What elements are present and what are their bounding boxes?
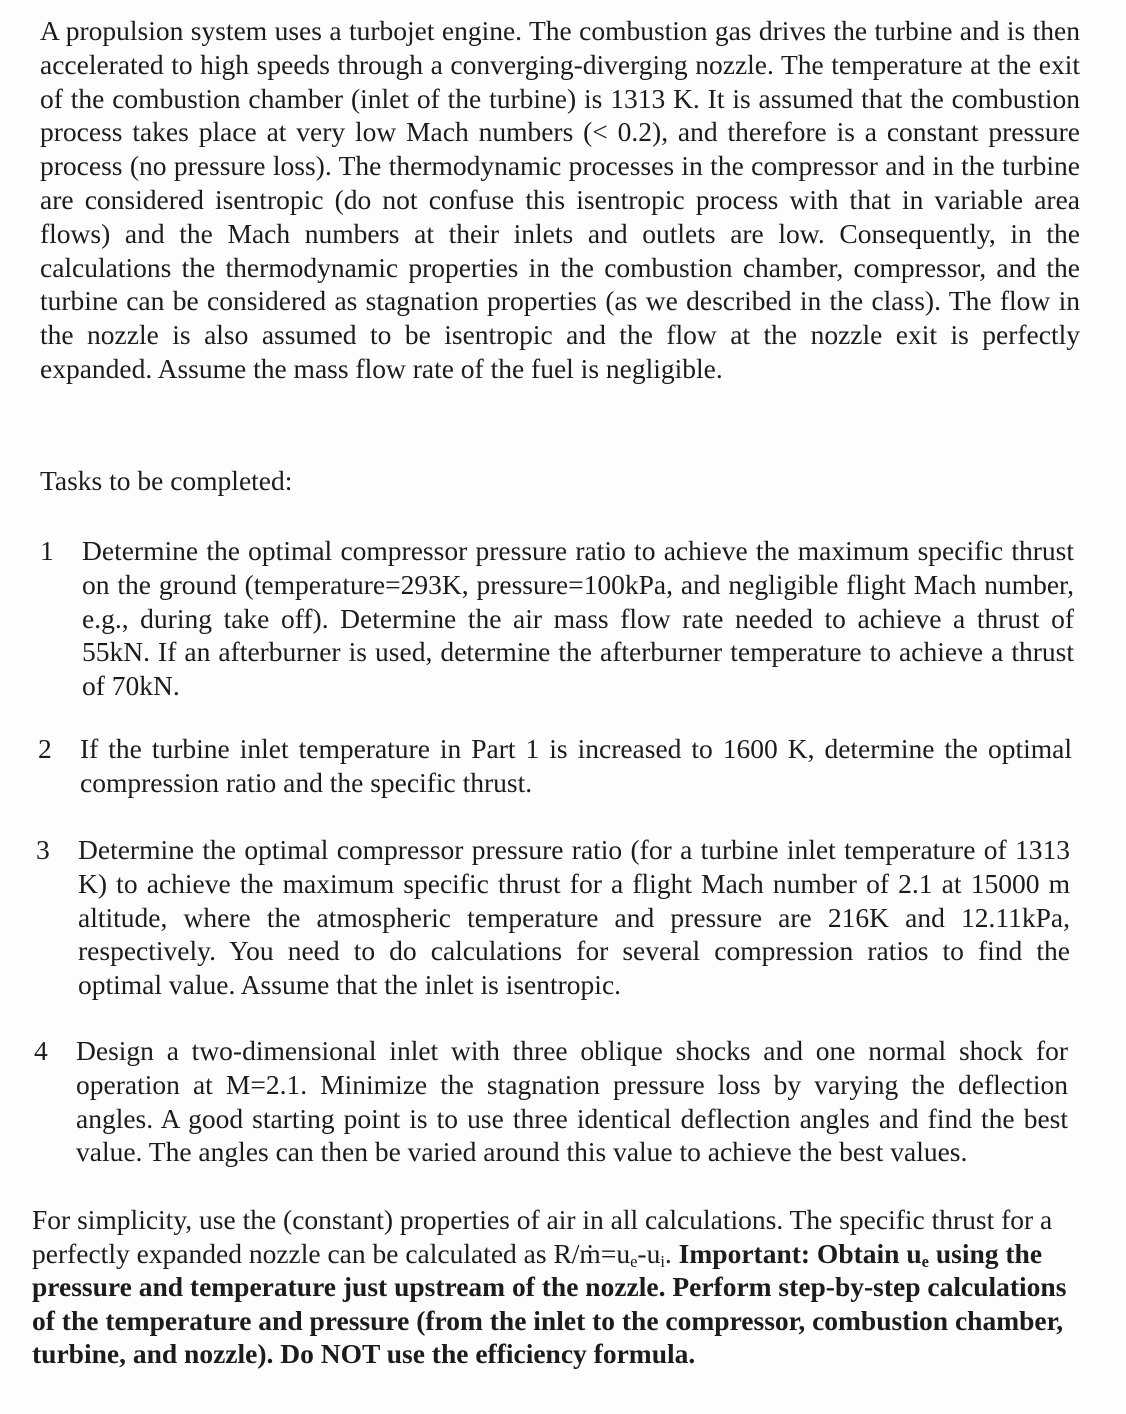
task-number: 3 bbox=[36, 834, 50, 865]
closing-paragraph bbox=[32, 1203, 1077, 1371]
task-text: Determine the optimal compressor pressure ratio to achieve the maximum specific thrust on the ground (temperature=293K, pressure=100kPa, and negligible flight Mach number, e.g., during take off). Determine the air mass flow rate needed to achieve a thrust of 55kN. If an afterburner is used, determine the afterburner temperature to achieve a thrust of 70kN. bbox=[82, 535, 1074, 702]
task-number: 4 bbox=[34, 1035, 48, 1066]
problem-intro-paragraph: A propulsion system uses a turbojet engine. The combustion gas drives the turbine and is then accelerated to high speeds through a converging-diverging nozzle. The temperature at the exit of the combustion chamber (inlet of the turbine) is 1313 K. It is assumed that the combustion process takes place at very low Mach numbers (< 0.2), and therefore is a constant pressure process (no pressure loss). The thermodynamic processes in the compressor and in the turbine are considered isentropic (do not confuse this isentropic process with that in variable area flows) and the Mach numbers at their inlets and outlets are low. Consequently, in the calculations the thermodynamic properties in the combustion chamber, compressor, and the turbine can be considered as stagnation properties (as we described in the class). The flow in the nozzle is also assumed to be isentropic and the flow at the nozzle exit is perfectly expanded. Assume the mass flow rate of the fuel is negligible. bbox=[40, 15, 1080, 384]
task-number: 2 bbox=[38, 733, 52, 764]
tasks-heading: Tasks to be completed: bbox=[40, 465, 293, 496]
closing-equation-minus: -u bbox=[637, 1237, 661, 1269]
subscript-e: e bbox=[630, 1251, 638, 1271]
important-text-start: Important: Obtain u bbox=[678, 1237, 922, 1269]
closing-text: For simplicity, use the (constant) properties of air in all calculations. The specific thrust for a perfectly expanded nozzle can be calculated as R/ bbox=[32, 1204, 1053, 1269]
task-text: Determine the optimal compressor pressure ratio (for a turbine inlet temperature of 1313 K) to achieve the maximum specific thrust for a flight Mach number of 2.1 at 15000 m altitude, where the atmospheric temperature and pressure are 216K and 12.11kPa, respectively. You need to do calculations for several compression ratios to find the optimal value. Assume that the inlet is isentropic. bbox=[78, 834, 1070, 1001]
closing-period: . bbox=[664, 1237, 679, 1269]
subscript-i: i bbox=[660, 1251, 665, 1271]
closing-equation: =u bbox=[600, 1237, 631, 1269]
task-number: 1 bbox=[40, 535, 54, 566]
mass-flow-symbol: ṁ bbox=[579, 1237, 601, 1269]
important-text-rest: using the pressure and temperature just upstream of the nozzle. Perform step-by-step calculations of the temperature and pressure (from the inlet to the compressor, combustion chamber, turbine, and nozzle). Do NOT use the efficiency formula. bbox=[32, 1237, 1067, 1370]
important-subscript-e: e bbox=[921, 1251, 929, 1271]
task-text: Design a two-dimensional inlet with three oblique shocks and one normal shock for operation at M=2.1. Minimize the stagnation pressure loss by varying the deflection angles. A good starting point is to use three identical deflection angles and find the best value. The angles can then be varied around this value to achieve the best values. bbox=[76, 1035, 1068, 1168]
task-text: If the turbine inlet temperature in Part 1 is increased to 1600 K, determine the optimal compression ratio and the specific thrust. bbox=[80, 733, 1072, 798]
